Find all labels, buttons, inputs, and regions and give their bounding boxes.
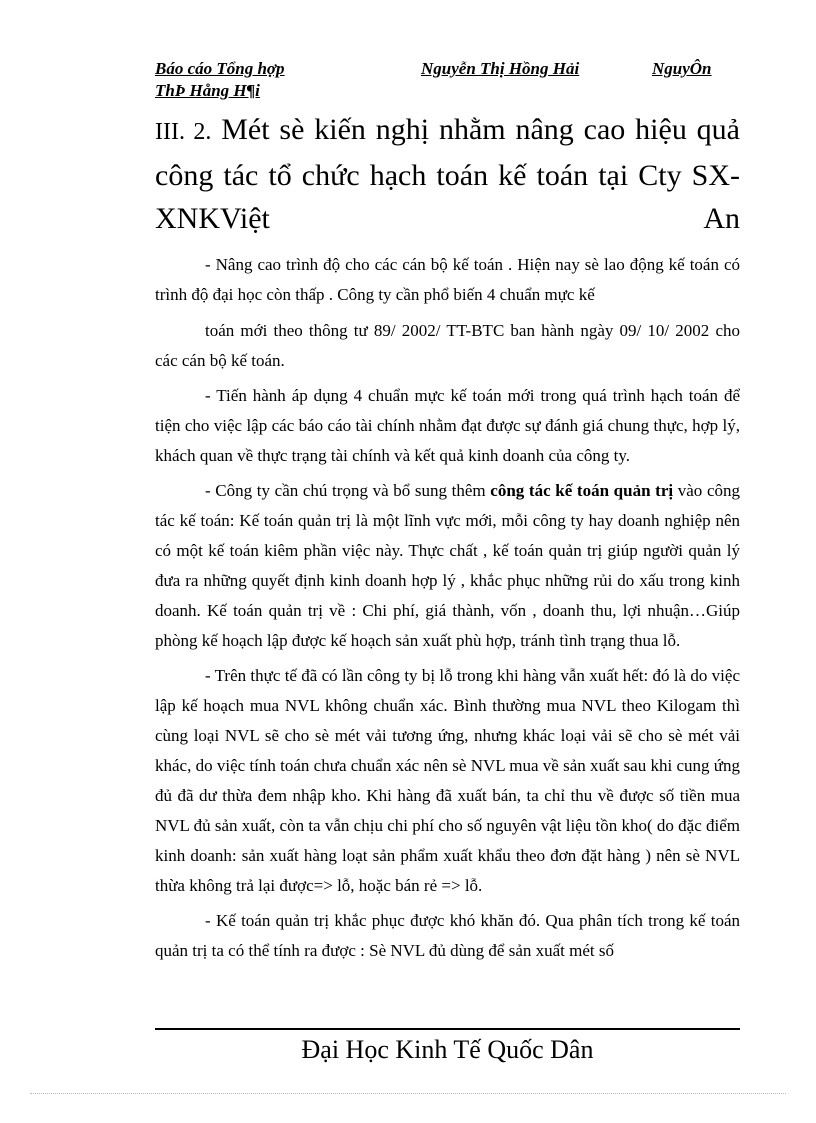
header-author-garbled-line2: ThÞ Hång H¶i — [155, 81, 260, 100]
footer-divider — [155, 1028, 740, 1030]
page-footer: Đại Học Kinh Tế Quốc Dân — [301, 1035, 594, 1064]
header-row — [155, 58, 740, 80]
paragraph-3-start: - Công ty cần chú trọng và bổ sung thêm — [205, 481, 491, 500]
section-title — [155, 108, 740, 240]
paragraph-4: - Trên thực tế đã có lần công ty bị lỗ trong khi hàng vẫn xuất hết: đó là do việc lập kế hoạch mua NVL không chuẩn xác. Bình thường mua NVL theo Kilogam thì cùng loại NVL sẽ cho sè mét vải tương ứng, nhưng khác loại vải sẽ cho sè mét vải khác, do việc tính toán chưa chuẩn xác nên sè NVL mua về sản xuất sau khi cung ứng đủ đã dư thừa đem nhập kho. Khi hàng đã xuất bán, ta chỉ thu về được số tiền mua NVL đủ sản xuất, còn ta vẫn chịu chi phí cho số nguyên vật liệu tồn kho( do đặc điểm kinh doanh: sản xuất hàng loạt sản phẩm xuất khẩu theo đơn đặt hàng ) nên sè NVL thừa không trả lại được=> lỗ, hoặc bán rẻ => lỗ. — [155, 666, 740, 895]
section-title-text: Mét sè kiến nghị nhằm nâng cao hiệu quả công tác tổ chức hạch toán kế toán tại Cty SX- XNKViệt An — [155, 113, 740, 235]
header-author-garbled: NguyÔn — [652, 59, 712, 78]
paragraph-5: - Kế toán quản trị khắc phục được khó khăn đó. Qua phân tích trong kế toán quản trị ta có thể tính ra được : Sè NVL đủ dùng để sản xuất mét số — [155, 911, 740, 960]
paragraph-3-bold: công tác kế toán quản trị — [490, 481, 674, 500]
paragraph-3 — [155, 476, 740, 656]
page-bottom-dotted-line — [30, 1093, 786, 1094]
page-header — [155, 58, 740, 101]
body-text — [155, 250, 740, 966]
paragraph-1: - Nâng cao trình độ cho các cán bộ kế toán . Hiện nay sè lao động kế toán có trình độ đại học còn thấp . Công ty cần phổ biến 4 chuẩn mực kế — [155, 255, 740, 304]
paragraph-3-end: vào công tác kế toán: Kế toán quản trị là một lĩnh vực mới, mỗi công ty hay doanh nghiệp nên có một kế toán kiêm phần việc này. Thực chất , kế toán quản trị giúp người quản lý đưa ra những quyết định kinh doanh hợp lý , khắc phục những rủi do xấu trong kinh doanh. Kế toán quản trị về : Chi phí, giá thành, vốn , doanh thu, lợi nhuận…Giúp phòng kế hoạch lập được kế hoạch sản xuất phù hợp, tránh tình trạng thua lỗ. — [155, 481, 740, 650]
paragraph-1-continued: toán mới theo thông tư 89/ 2002/ TT-BTC ban hành ngày 09/ 10/ 2002 cho các cán bộ kế toán. — [155, 321, 740, 370]
header-author: Nguyễn Thị Hồng Hải — [421, 59, 580, 78]
paragraph-2: - Tiến hành áp dụng 4 chuẩn mực kế toán mới trong quá trình hạch toán để tiện cho việc lập các báo cáo tài chính nhằm đạt được sự đánh giá chung thực, hợp lý, khách quan về thực trạng tài chính và kết quả kinh doanh của công ty. — [155, 386, 740, 465]
section-number: III. 2. — [155, 119, 212, 145]
header-report-title: Báo cáo Tổng hợp — [155, 59, 285, 78]
